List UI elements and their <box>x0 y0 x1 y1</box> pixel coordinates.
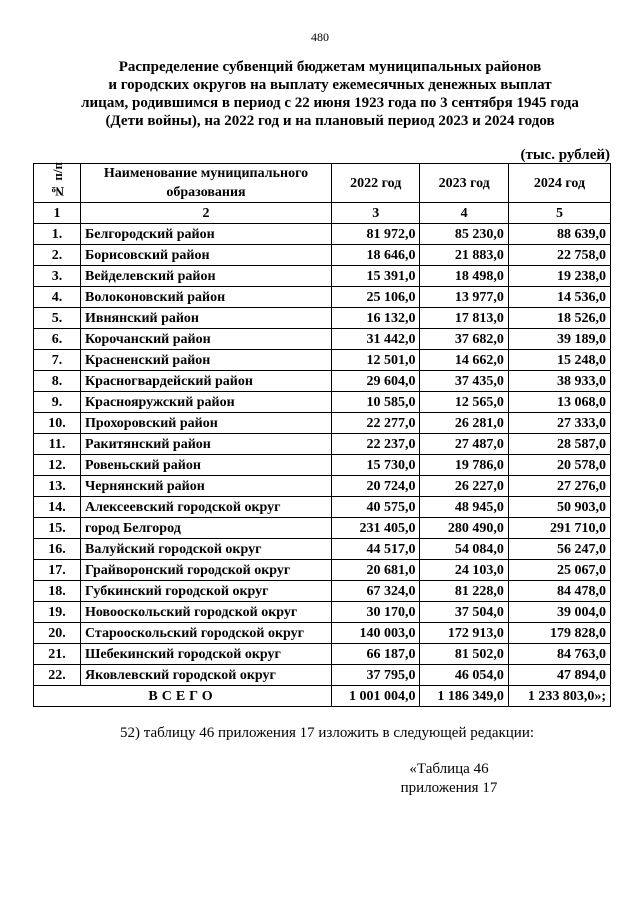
index-cell: 3 <box>332 203 420 224</box>
row-value-2023: 18 498,0 <box>420 266 508 287</box>
row-number: 16. <box>34 539 81 560</box>
row-value-2022: 67 324,0 <box>332 581 420 602</box>
row-value-2022: 25 106,0 <box>332 287 420 308</box>
row-value-2024: 13 068,0 <box>508 392 610 413</box>
header-name: Наименование муниципального образования <box>81 164 332 203</box>
row-number: 17. <box>34 560 81 581</box>
row-value-2024: 27 333,0 <box>508 413 610 434</box>
row-name: Краснояружский район <box>81 392 332 413</box>
document-title <box>60 58 600 130</box>
row-value-2022: 81 972,0 <box>332 224 420 245</box>
header-2022: 2022 год <box>332 164 420 203</box>
row-value-2023: 37 504,0 <box>420 602 508 623</box>
row-value-2022: 20 724,0 <box>332 476 420 497</box>
row-name: Белгородский район <box>81 224 332 245</box>
row-name: Ровеньский район <box>81 455 332 476</box>
row-value-2022: 29 604,0 <box>332 371 420 392</box>
table-row <box>34 581 611 602</box>
row-name: Чернянский район <box>81 476 332 497</box>
row-value-2024: 19 238,0 <box>508 266 610 287</box>
row-value-2023: 14 662,0 <box>420 350 508 371</box>
index-cell: 2 <box>81 203 332 224</box>
table-row <box>34 665 611 686</box>
row-name: Красненский район <box>81 350 332 371</box>
row-value-2022: 15 391,0 <box>332 266 420 287</box>
total-2024: 1 233 803,0»; <box>508 686 610 707</box>
row-value-2023: 26 281,0 <box>420 413 508 434</box>
row-value-2024: 84 763,0 <box>508 644 610 665</box>
subsidy-table <box>33 163 611 707</box>
row-value-2022: 20 681,0 <box>332 560 420 581</box>
row-value-2022: 66 187,0 <box>332 644 420 665</box>
row-value-2024: 27 276,0 <box>508 476 610 497</box>
row-value-2024: 39 189,0 <box>508 329 610 350</box>
table-row <box>34 413 611 434</box>
row-value-2024: 20 578,0 <box>508 455 610 476</box>
row-value-2023: 24 103,0 <box>420 560 508 581</box>
row-value-2024: 47 894,0 <box>508 665 610 686</box>
row-number: 1. <box>34 224 81 245</box>
row-number: 2. <box>34 245 81 266</box>
row-value-2023: 27 487,0 <box>420 434 508 455</box>
row-value-2023: 81 502,0 <box>420 644 508 665</box>
row-number: 5. <box>34 308 81 329</box>
row-value-2024: 291 710,0 <box>508 518 610 539</box>
row-name: Волоконовский район <box>81 287 332 308</box>
row-value-2024: 50 903,0 <box>508 497 610 518</box>
row-name: Борисовский район <box>81 245 332 266</box>
row-name: город Белгород <box>81 518 332 539</box>
row-value-2023: 172 913,0 <box>420 623 508 644</box>
table-row <box>34 350 611 371</box>
title-line: (Дети войны), на 2022 год и на плановый период 2023 и 2024 годов <box>105 113 555 129</box>
row-number: 18. <box>34 581 81 602</box>
row-value-2024: 88 639,0 <box>508 224 610 245</box>
table-row <box>34 518 611 539</box>
row-value-2024: 39 004,0 <box>508 602 610 623</box>
row-number: 20. <box>34 623 81 644</box>
title-line: и городских округов на выплату ежемесячных денежных выплат <box>108 77 552 93</box>
row-number: 9. <box>34 392 81 413</box>
table-row <box>34 497 611 518</box>
row-value-2023: 81 228,0 <box>420 581 508 602</box>
table-reference-line: приложения 17 <box>400 780 498 796</box>
amendment-instruction: 52) таблицу 46 приложения 17 изложить в следующей редакции: <box>120 725 535 741</box>
row-name: Вейделевский район <box>81 266 332 287</box>
row-value-2022: 30 170,0 <box>332 602 420 623</box>
row-value-2022: 10 585,0 <box>332 392 420 413</box>
table-row <box>34 329 611 350</box>
row-value-2024: 14 536,0 <box>508 287 610 308</box>
row-number: 19. <box>34 602 81 623</box>
row-number: 21. <box>34 644 81 665</box>
table-row <box>34 308 611 329</box>
row-value-2023: 54 084,0 <box>420 539 508 560</box>
header-no: № п/п <box>34 164 81 203</box>
row-value-2022: 40 575,0 <box>332 497 420 518</box>
row-value-2023: 37 435,0 <box>420 371 508 392</box>
row-value-2022: 44 517,0 <box>332 539 420 560</box>
table-row <box>34 623 611 644</box>
row-name: Губкинский городской округ <box>81 581 332 602</box>
table-row <box>34 266 611 287</box>
row-value-2023: 46 054,0 <box>420 665 508 686</box>
row-number: 3. <box>34 266 81 287</box>
total-label: ВСЕГО <box>34 686 332 707</box>
row-name: Яковлевский городской округ <box>81 665 332 686</box>
row-number: 6. <box>34 329 81 350</box>
row-number: 14. <box>34 497 81 518</box>
row-name: Прохоровский район <box>81 413 332 434</box>
table-row <box>34 476 611 497</box>
row-value-2023: 85 230,0 <box>420 224 508 245</box>
table-row <box>34 371 611 392</box>
title-line: лицам, родившимся в период с 22 июня 1923 года по 3 сентября 1945 года <box>81 95 579 111</box>
row-number: 15. <box>34 518 81 539</box>
table-row <box>34 245 611 266</box>
row-number: 10. <box>34 413 81 434</box>
table-reference-line: «Таблица 46 <box>409 761 489 777</box>
row-value-2024: 22 758,0 <box>508 245 610 266</box>
row-name: Алексеевский городской округ <box>81 497 332 518</box>
total-row <box>34 686 611 707</box>
row-value-2023: 280 490,0 <box>420 518 508 539</box>
row-number: 7. <box>34 350 81 371</box>
row-value-2023: 19 786,0 <box>420 455 508 476</box>
row-value-2024: 84 478,0 <box>508 581 610 602</box>
row-value-2024: 15 248,0 <box>508 350 610 371</box>
table-row <box>34 287 611 308</box>
row-value-2022: 18 646,0 <box>332 245 420 266</box>
row-name: Ракитянский район <box>81 434 332 455</box>
table-row <box>34 224 611 245</box>
header-row <box>34 164 611 203</box>
row-number: 12. <box>34 455 81 476</box>
row-value-2023: 21 883,0 <box>420 245 508 266</box>
row-value-2024: 56 247,0 <box>508 539 610 560</box>
page-number: 480 <box>311 30 329 44</box>
row-value-2022: 231 405,0 <box>332 518 420 539</box>
row-value-2023: 48 945,0 <box>420 497 508 518</box>
row-number: 4. <box>34 287 81 308</box>
row-value-2022: 22 277,0 <box>332 413 420 434</box>
row-value-2022: 15 730,0 <box>332 455 420 476</box>
table-row <box>34 434 611 455</box>
units-label: (тыс. рублей) <box>520 147 610 163</box>
table-row <box>34 392 611 413</box>
row-value-2022: 31 442,0 <box>332 329 420 350</box>
row-name: Новооскольский городской округ <box>81 602 332 623</box>
row-name: Корочанский район <box>81 329 332 350</box>
row-value-2023: 13 977,0 <box>420 287 508 308</box>
row-value-2023: 26 227,0 <box>420 476 508 497</box>
row-name: Грайворонский городской округ <box>81 560 332 581</box>
row-name: Красногвардейский район <box>81 371 332 392</box>
row-name: Ивнянский район <box>81 308 332 329</box>
row-number: 22. <box>34 665 81 686</box>
row-value-2024: 25 067,0 <box>508 560 610 581</box>
row-name: Валуйский городской округ <box>81 539 332 560</box>
table-reference <box>394 760 504 798</box>
row-name: Старооскольский городской округ <box>81 623 332 644</box>
table-row <box>34 602 611 623</box>
total-2022: 1 001 004,0 <box>332 686 420 707</box>
row-value-2023: 37 682,0 <box>420 329 508 350</box>
row-number: 11. <box>34 434 81 455</box>
row-value-2022: 37 795,0 <box>332 665 420 686</box>
table-row <box>34 560 611 581</box>
row-value-2024: 18 526,0 <box>508 308 610 329</box>
total-2023: 1 186 349,0 <box>420 686 508 707</box>
row-value-2024: 179 828,0 <box>508 623 610 644</box>
row-value-2023: 12 565,0 <box>420 392 508 413</box>
index-cell: 4 <box>420 203 508 224</box>
index-cell: 1 <box>34 203 81 224</box>
row-value-2022: 16 132,0 <box>332 308 420 329</box>
row-value-2024: 38 933,0 <box>508 371 610 392</box>
index-row <box>34 203 611 224</box>
index-cell: 5 <box>508 203 610 224</box>
row-value-2024: 28 587,0 <box>508 434 610 455</box>
row-number: 13. <box>34 476 81 497</box>
row-name: Шебекинский городской округ <box>81 644 332 665</box>
header-2024: 2024 год <box>508 164 610 203</box>
row-number: 8. <box>34 371 81 392</box>
table-row <box>34 644 611 665</box>
row-value-2023: 17 813,0 <box>420 308 508 329</box>
header-2023: 2023 год <box>420 164 508 203</box>
row-value-2022: 22 237,0 <box>332 434 420 455</box>
row-value-2022: 140 003,0 <box>332 623 420 644</box>
table-row <box>34 539 611 560</box>
row-value-2022: 12 501,0 <box>332 350 420 371</box>
title-line: Распределение субвенций бюджетам муниципальных районов <box>118 59 542 75</box>
table-row <box>34 455 611 476</box>
